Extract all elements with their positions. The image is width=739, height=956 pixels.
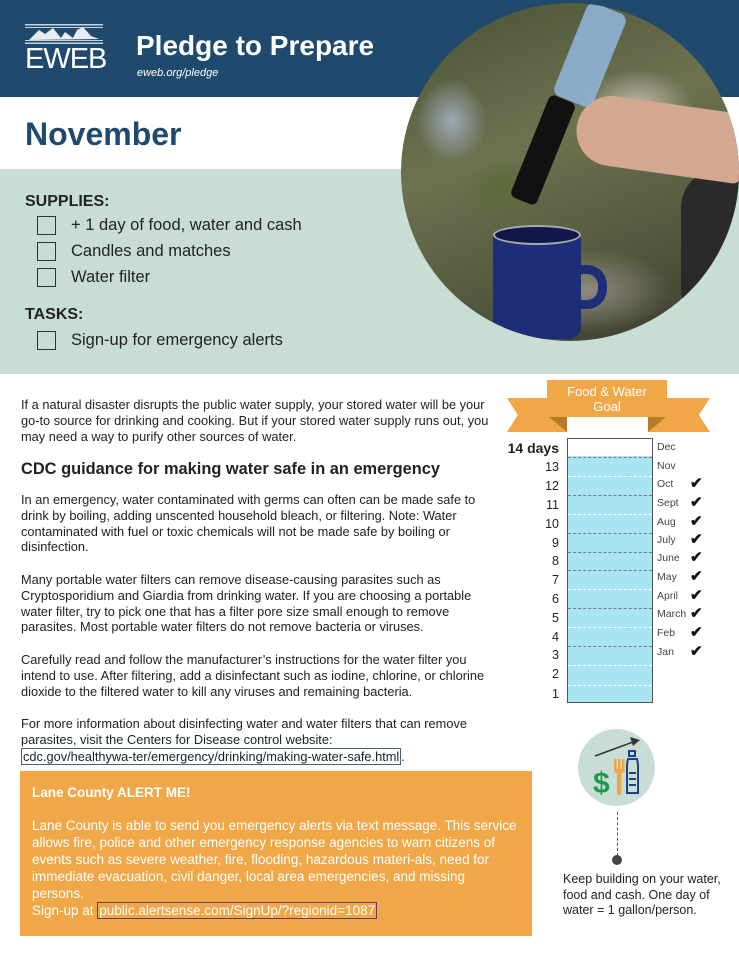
supply-item-label: + 1 day of food, water and cash <box>71 215 302 234</box>
month-label: Feb <box>657 627 676 639</box>
page-title: Pledge to Prepare <box>136 30 375 61</box>
gauge-divider <box>568 646 652 647</box>
day-label: 7 <box>552 573 559 587</box>
gauge-divider <box>568 627 652 628</box>
checkbox[interactable] <box>37 216 56 235</box>
alert-title: Lane County ALERT ME! <box>32 785 191 800</box>
day-label: 1 <box>552 687 559 701</box>
supply-item-label: Candles and matches <box>71 241 231 260</box>
month-label: July <box>657 534 676 546</box>
gauge-divider <box>568 685 652 686</box>
checkmark-icon: ✔ <box>690 587 703 604</box>
day-label: 13 <box>545 460 559 474</box>
connector-line <box>617 812 618 856</box>
checkmark-icon: ✔ <box>690 605 703 622</box>
supplies-icon-group <box>578 729 655 806</box>
checkbox[interactable] <box>37 331 56 350</box>
signup-prefix: Sign-up at <box>32 903 98 918</box>
cdc-more-info: For more information about disinfecting water and water filters that can remove parasites, visit the Centers for Disease control website: <box>21 716 467 747</box>
checkbox[interactable] <box>37 268 56 287</box>
gauge-divider <box>568 495 652 496</box>
month-label: May <box>657 571 677 583</box>
checkmark-icon: ✔ <box>690 624 703 641</box>
day-label: 4 <box>552 630 559 644</box>
checkmark-icon: ✔ <box>690 513 703 530</box>
day-label: 3 <box>552 648 559 662</box>
gauge-divider <box>568 552 652 553</box>
checkmark-icon: ✔ <box>690 475 703 492</box>
month-label: Nov <box>657 460 676 472</box>
ribbon-line-1: Food & Water <box>567 384 647 399</box>
day-label: 10 <box>545 517 559 531</box>
gauge-divider <box>568 533 652 534</box>
photo-knee <box>681 168 739 328</box>
ribbon-gap <box>567 417 648 432</box>
photo-filter <box>509 94 576 206</box>
supply-item[interactable] <box>37 267 150 287</box>
supply-item[interactable] <box>37 215 302 235</box>
water-bottle-icon <box>627 751 638 793</box>
day-label: 6 <box>552 592 559 606</box>
month-label: June <box>657 552 680 564</box>
supplies-label: SUPPLIES: <box>25 193 110 210</box>
goal-gauge <box>567 438 653 703</box>
photo-cup <box>493 231 581 339</box>
cdc-paragraph-1: In an emergency, water contaminated with germs can often can be made safe to drink by boiling, adding unscented household bleach, or filtering. Note: Water contaminated with fuel or toxic chemicals will not be made safe by boiling or disinfection. <box>21 492 476 555</box>
month-label: Dec <box>657 441 676 453</box>
photo-water-pouch <box>552 3 628 109</box>
tip-text: Keep building on your water, food and cash. One day of water = 1 gallon/person. <box>563 872 721 917</box>
logo-text: EWEB <box>25 43 107 75</box>
alert-me-box <box>20 771 532 936</box>
day-label: 5 <box>552 611 559 625</box>
gauge-divider <box>568 476 652 477</box>
task-item-label: Sign-up for emergency alerts <box>71 330 283 349</box>
month-label: Jan <box>657 646 674 658</box>
checkmark-icon: ✔ <box>690 494 703 511</box>
intro-paragraph: If a natural disaster disrupts the public water supply, your stored water will be your go-to source for drinking and cooking. But if your stored water supply runs out, you may need a way to purify other sources of water. <box>21 397 489 444</box>
day-label: 12 <box>545 479 559 493</box>
link-period: . <box>401 748 405 764</box>
trend-arrow-icon <box>595 737 640 756</box>
checkmark-icon: ✔ <box>690 568 703 585</box>
month-label: Oct <box>657 478 674 490</box>
supplies-icon-circle <box>578 729 655 806</box>
ribbon-line-2: Goal <box>593 399 621 414</box>
site-url[interactable]: eweb.org/pledge <box>137 67 219 79</box>
month-label: March <box>657 608 687 620</box>
eweb-logo <box>25 24 107 75</box>
month-label: Sept <box>657 497 679 509</box>
checkmark-icon: ✔ <box>690 531 703 548</box>
gauge-divider <box>568 608 652 609</box>
checkbox[interactable] <box>37 242 56 261</box>
checkmark-icon: ✔ <box>690 549 703 566</box>
month-label: Aug <box>657 516 676 528</box>
day-label: 9 <box>552 536 559 550</box>
checkmark-icon: ✔ <box>690 643 703 660</box>
photo-cup-rim <box>493 225 581 245</box>
cdc-paragraph-4 <box>21 716 491 765</box>
cdc-link[interactable]: cdc.gov/healthywa-ter/emergency/drinking/making-water-safe.html <box>23 748 400 764</box>
day-label: 11 <box>546 498 559 512</box>
month-label: April <box>657 590 679 602</box>
gauge-divider <box>568 457 652 458</box>
gauge-divider <box>568 589 652 590</box>
dollar-icon <box>593 767 610 800</box>
gauge-divider <box>568 570 652 571</box>
supply-item[interactable] <box>37 241 231 261</box>
fork-icon <box>614 759 625 795</box>
task-item[interactable] <box>37 330 283 350</box>
tasks-label: TASKS: <box>25 306 84 323</box>
supply-item-label: Water filter <box>71 267 151 286</box>
month-heading: November <box>25 116 182 152</box>
gauge-divider <box>568 665 652 666</box>
day-label: 2 <box>552 667 559 681</box>
svg-text:$: $ <box>593 767 610 800</box>
cdc-paragraph-3: Carefully read and follow the manufacturer’s instructions for the water filter you intend to use. After filtering, add a disinfectant such as iodine, chlorine, or chlorine dioxide to the filtered water to kill any viruses and remaining bacteria. <box>21 652 485 699</box>
mountain-logo-icon <box>25 24 103 44</box>
alert-body <box>32 817 520 919</box>
day-label: 8 <box>552 554 559 568</box>
connector-dot <box>612 855 622 865</box>
day-label: 14 days <box>507 440 559 456</box>
cdc-heading: CDC guidance for making water safe in an emergency <box>21 460 440 478</box>
alert-description: Lane County is able to send you emergency alerts via text message. This service allows fire, police and other emergency response agencies to warn citizens of events such as severe weather, fire, flooding, hazardous materi-als, need for immediate evacuation, civil danger, local area emergencies, and missing persons. <box>32 818 517 901</box>
photo-hand <box>572 92 739 185</box>
gauge-divider <box>568 514 652 515</box>
signup-link[interactable]: public.alertsense.com/SignUp/?regionid=1087 <box>99 903 376 918</box>
cdc-paragraph-2: Many portable water filters can remove disease-causing parasites such as Cryptosporidium and Giardia from drinking water. If you are choosing a portable water filter, try to pick one that has a filter pore size small enough to remove parasites. Most portable water filters do not remove bacteria or viruses. <box>21 572 472 635</box>
goal-ribbon <box>547 380 667 417</box>
water-filter-photo <box>401 3 739 341</box>
